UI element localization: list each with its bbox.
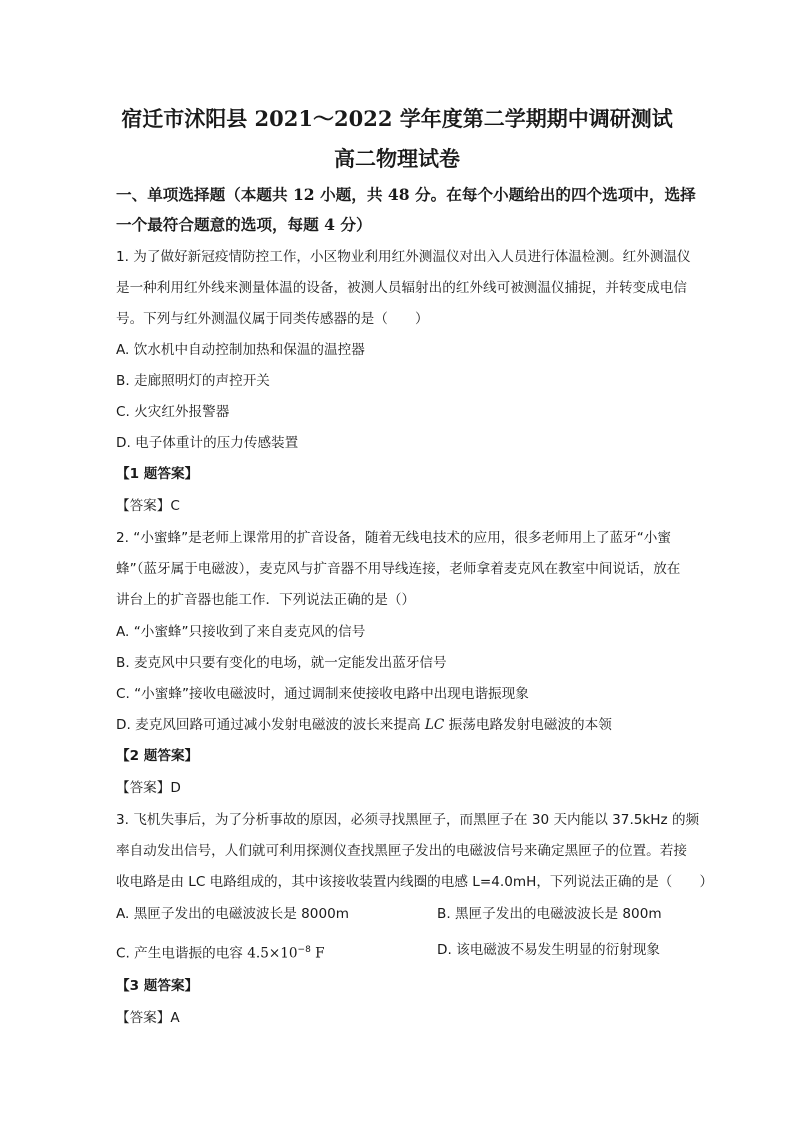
q1-option-b: B. 走廊照明灯的声控开关 bbox=[116, 373, 270, 389]
q2-answer: 【答案】D bbox=[116, 780, 181, 796]
q3-stem-line-3: 收电路是由 LC 电路组成的，其中该接收装置内线圈的电感 L=4.0mH，下列说法正确的是（ ） bbox=[116, 874, 714, 890]
q1-option-c: C. 火灾红外报警器 bbox=[116, 404, 230, 420]
q3-answer: 【答案】A bbox=[116, 1010, 180, 1026]
q2-answer-tag: 【2 题答案】 bbox=[116, 748, 199, 764]
q3-option-c-text: C. 产生电谐振的电容 bbox=[116, 945, 248, 962]
section-heading-line-1: 一、单项选择题（本题共 12 小题，共 48 分。在每个小题给出的四个选项中，选择 bbox=[116, 185, 696, 204]
q3-option-b: B. 黑匣子发出的电磁波波长是 800m bbox=[437, 906, 662, 922]
q1-option-d: D. 电子体重计的压力传感装置 bbox=[116, 435, 299, 451]
q2-option-d-math: LC bbox=[424, 717, 445, 733]
q2-option-d-text: D. 麦克风回路可通过减小发射电磁波的波长来提高 bbox=[116, 717, 425, 733]
q3-stem-line-2: 率自动发出信号，人们就可利用探测仪查找黑匣子发出的电磁波信号来确定黑匣子的位置。若接 bbox=[116, 843, 687, 859]
q3-stem-line-1: 3. 飞机失事后，为了分析事故的原因，必须寻找黑匣子，而黑匣子在 30 天内能以 37.5kHz 的频 bbox=[116, 812, 700, 828]
q2-option-c: C. “小蜜蜂”接收电磁波时，通过调制来使接收电路中出现电谐振现象 bbox=[116, 686, 529, 702]
q2-stem-line-3: 讲台上的扩音器也能工作．下列说法正确的是（） bbox=[116, 592, 416, 608]
q3-option-c bbox=[116, 940, 325, 964]
q2-option-b: B. 麦克风中只要有变化的电场，就一定能发出蓝牙信号 bbox=[116, 655, 447, 671]
q2-option-d-tail: 振荡电路发射电磁波的本领 bbox=[444, 717, 612, 733]
q1-answer-tag: 【1 题答案】 bbox=[116, 466, 199, 482]
q1-answer: 【答案】C bbox=[116, 498, 180, 514]
q3-option-c-value: 4.5×10 bbox=[247, 945, 298, 962]
section-heading-line-2: 一个最符合题意的选项，每题 4 分） bbox=[116, 215, 372, 234]
q3-option-c-unit: F bbox=[310, 945, 325, 962]
q1-stem-line-1: 1. 为了做好新冠疫情防控工作，小区物业利用红外测温仪对出入人员进行体温检测。红外测温仪 bbox=[116, 249, 691, 265]
q2-option-a: A. “小蜜蜂”只接收到了来自麦克风的信号 bbox=[116, 624, 366, 640]
q1-stem-line-3: 号。下列与红外测温仪属于同类传感器的是（ ） bbox=[116, 311, 429, 327]
q2-stem-line-2: 蜂”（蓝牙属于电磁波），麦克风与扩音器不用导线连接，老师拿着麦克风在教室中间说话，放在 bbox=[116, 561, 681, 577]
q1-stem-line-2: 是一种利用红外线来测量体温的设备，被测人员辐射出的红外线可被测温仪捕捉，并转变成电信 bbox=[116, 280, 687, 296]
q3-option-c-exponent: −8 bbox=[297, 945, 311, 955]
q3-option-d: D. 该电磁波不易发生明显的衍射现象 bbox=[437, 942, 661, 958]
q2-option-d bbox=[116, 715, 612, 735]
page-title: 宿迁市沭阳县 2021～2022 学年度第二学期期中调研测试 bbox=[121, 106, 673, 131]
page-subtitle: 高二物理试卷 bbox=[334, 146, 460, 171]
q1-option-a: A. 饮水机中自动控制加热和保温的温控器 bbox=[116, 342, 365, 358]
q2-stem-line-1: 2. “小蜜蜂”是老师上课常用的扩音设备，随着无线电技术的应用，很多老师用上了蓝牙“小蜜 bbox=[116, 530, 671, 546]
q3-option-a: A. 黑匣子发出的电磁波波长是 8000m bbox=[116, 906, 349, 922]
q3-answer-tag: 【3 题答案】 bbox=[116, 978, 199, 994]
